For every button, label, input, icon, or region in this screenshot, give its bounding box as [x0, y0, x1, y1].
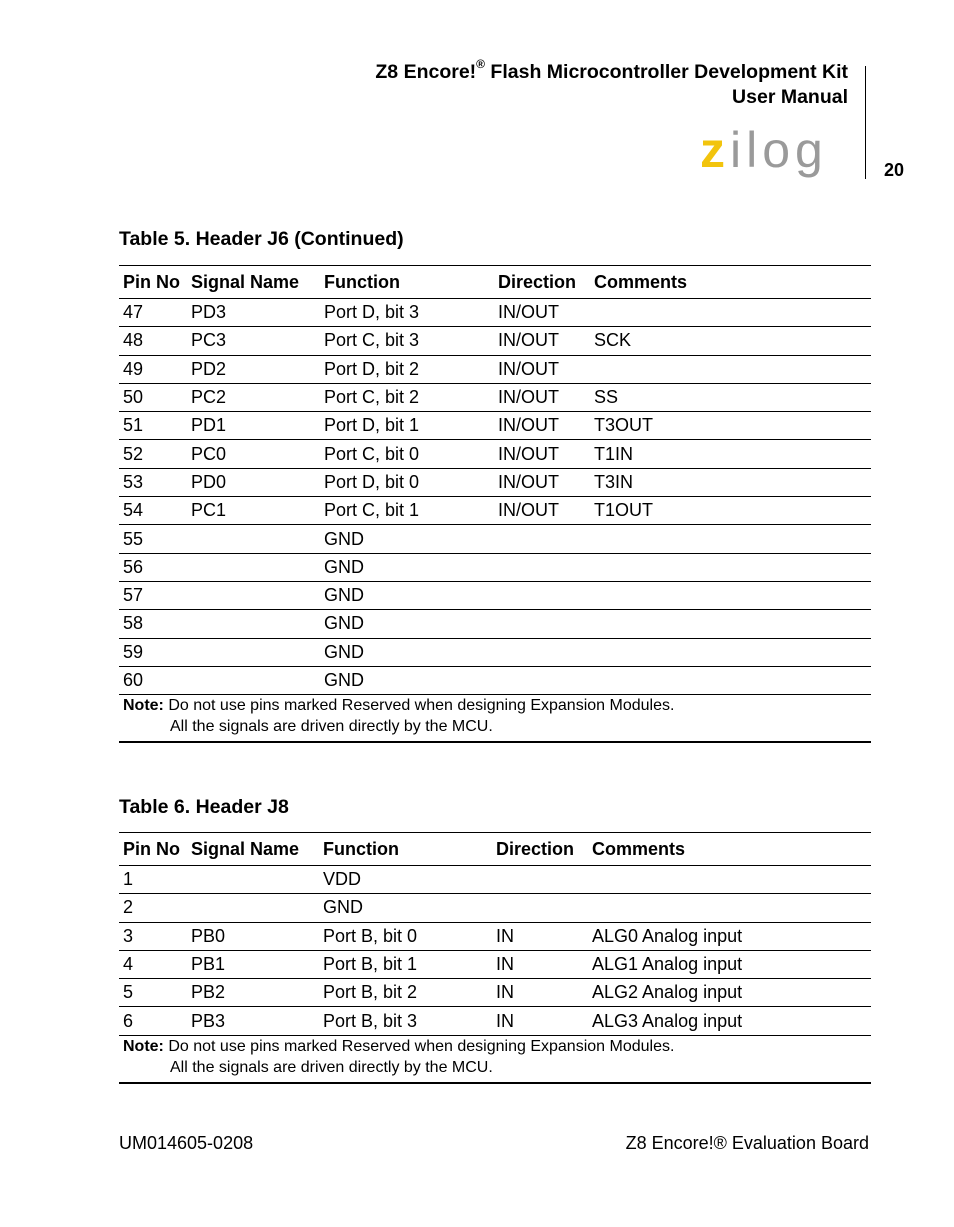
cell-comments: T3OUT — [590, 412, 871, 440]
cell-function: GND — [319, 894, 492, 922]
cell-function: Port B, bit 2 — [319, 979, 492, 1007]
cell-signal-name: PC2 — [187, 383, 320, 411]
zilog-logo — [700, 127, 850, 185]
cell-comments — [588, 866, 871, 894]
cell-direction: IN — [492, 979, 588, 1007]
cell-function: GND — [320, 638, 494, 666]
cell-direction: IN/OUT — [494, 497, 590, 525]
cell-direction — [494, 638, 590, 666]
cell-direction — [494, 581, 590, 609]
cell-pin-no: 55 — [119, 525, 187, 553]
note-text-line2: All the signals are driven directly by the MCU. — [170, 718, 493, 736]
cell-comments — [590, 638, 871, 666]
cell-function: Port D, bit 1 — [320, 412, 494, 440]
cell-signal-name — [187, 610, 320, 638]
cell-direction: IN/OUT — [494, 327, 590, 355]
cell-signal-name: PB2 — [187, 979, 319, 1007]
cell-function: Port C, bit 0 — [320, 440, 494, 468]
footer-doc-number: UM014605-0208 — [119, 1133, 254, 1153]
cell-direction: IN/OUT — [494, 440, 590, 468]
note-label: Note: — [123, 697, 164, 715]
cell-direction — [494, 666, 590, 694]
cell-function: Port C, bit 2 — [320, 383, 494, 411]
table5-header-direction: Direction — [494, 266, 590, 299]
cell-signal-name — [187, 894, 319, 922]
cell-direction — [494, 610, 590, 638]
header-divider — [865, 66, 866, 179]
cell-comments — [590, 610, 871, 638]
cell-pin-no: 6 — [119, 1007, 187, 1035]
cell-comments: SCK — [590, 327, 871, 355]
cell-pin-no: 56 — [119, 553, 187, 581]
table6-header-signal-name: Signal Name — [187, 833, 319, 866]
registered-mark: ® — [476, 56, 486, 71]
cell-signal-name: PB3 — [187, 1007, 319, 1035]
cell-pin-no: 2 — [119, 894, 187, 922]
table-row — [119, 581, 871, 609]
table-row — [119, 440, 871, 468]
cell-comments — [590, 525, 871, 553]
cell-comments — [588, 894, 871, 922]
table-row — [119, 468, 871, 496]
cell-direction: IN — [492, 922, 588, 950]
footer-product: Z8 Encore!® Evaluation Board — [625, 1133, 869, 1153]
table5-header-signal-name: Signal Name — [187, 266, 320, 299]
table-row — [119, 553, 871, 581]
cell-signal-name — [187, 581, 320, 609]
table-row — [119, 497, 871, 525]
cell-pin-no: 54 — [119, 497, 187, 525]
cell-function: Port C, bit 3 — [320, 327, 494, 355]
table-row — [119, 666, 871, 694]
cell-comments: T1IN — [590, 440, 871, 468]
cell-function: Port B, bit 1 — [319, 950, 492, 978]
note-text: Do not use pins marked Reserved when designing Expansion Modules. — [163, 1037, 675, 1055]
table6-header-row — [119, 833, 871, 866]
cell-pin-no: 59 — [119, 638, 187, 666]
cell-comments — [590, 553, 871, 581]
cell-direction: IN/OUT — [494, 412, 590, 440]
cell-function: Port D, bit 3 — [320, 299, 494, 327]
cell-direction: IN/OUT — [494, 355, 590, 383]
cell-direction — [494, 525, 590, 553]
cell-direction: IN/OUT — [494, 299, 590, 327]
cell-comments: SS — [590, 383, 871, 411]
table5 — [119, 265, 871, 743]
cell-function: Port D, bit 2 — [320, 355, 494, 383]
cell-signal-name — [187, 525, 320, 553]
cell-function: Port B, bit 3 — [319, 1007, 492, 1035]
cell-signal-name: PB1 — [187, 950, 319, 978]
table-row — [119, 866, 871, 894]
cell-comments: ALG0 Analog input — [588, 922, 871, 950]
cell-pin-no: 47 — [119, 299, 187, 327]
cell-signal-name: PD2 — [187, 355, 320, 383]
cell-direction — [492, 866, 588, 894]
table-row — [119, 327, 871, 355]
cell-pin-no: 58 — [119, 610, 187, 638]
table-note — [119, 695, 871, 743]
page-number: 20 — [884, 160, 905, 180]
cell-pin-no: 5 — [119, 979, 187, 1007]
cell-function: GND — [320, 666, 494, 694]
cell-function: Port C, bit 1 — [320, 497, 494, 525]
title-prefix: Z8 Encore! — [375, 61, 477, 83]
cell-direction — [494, 553, 590, 581]
table6-header-function: Function — [319, 833, 492, 866]
cell-comments: ALG3 Analog input — [588, 1007, 871, 1035]
cell-pin-no: 52 — [119, 440, 187, 468]
table-row — [119, 979, 871, 1007]
document-title — [375, 56, 848, 110]
table-row — [119, 299, 871, 327]
table6 — [119, 832, 871, 1084]
table-note-row — [119, 695, 871, 743]
table-row — [119, 355, 871, 383]
cell-pin-no: 57 — [119, 581, 187, 609]
cell-pin-no: 3 — [119, 922, 187, 950]
table6-header-pin-no: Pin No — [119, 833, 187, 866]
cell-direction: IN/OUT — [494, 383, 590, 411]
cell-signal-name: PB0 — [187, 922, 319, 950]
cell-comments: ALG2 Analog input — [588, 979, 871, 1007]
cell-signal-name — [187, 866, 319, 894]
note-text-line2: All the signals are driven directly by the MCU. — [170, 1058, 493, 1076]
cell-comments: T1OUT — [590, 497, 871, 525]
cell-signal-name: PD0 — [187, 468, 320, 496]
cell-pin-no: 4 — [119, 950, 187, 978]
table-row — [119, 1007, 871, 1035]
cell-direction: IN — [492, 1007, 588, 1035]
table-row — [119, 610, 871, 638]
table-row — [119, 525, 871, 553]
table-row — [119, 638, 871, 666]
cell-signal-name: PD1 — [187, 412, 320, 440]
cell-comments — [590, 581, 871, 609]
cell-pin-no: 1 — [119, 866, 187, 894]
cell-function: Port B, bit 0 — [319, 922, 492, 950]
cell-function: GND — [320, 553, 494, 581]
table-note-row — [119, 1035, 871, 1083]
cell-signal-name: PC0 — [187, 440, 320, 468]
cell-signal-name: PC1 — [187, 497, 320, 525]
cell-comments — [590, 299, 871, 327]
cell-comments: ALG1 Analog input — [588, 950, 871, 978]
table-row — [119, 383, 871, 411]
cell-pin-no: 60 — [119, 666, 187, 694]
table5-caption: Table 5. Header J6 (Continued) — [119, 228, 404, 250]
cell-comments — [590, 355, 871, 383]
table-row — [119, 950, 871, 978]
table6-header-comments: Comments — [588, 833, 871, 866]
document-subtitle: User Manual — [732, 86, 848, 108]
table-note — [119, 1035, 871, 1083]
table-row — [119, 922, 871, 950]
cell-signal-name — [187, 553, 320, 581]
table6-header-direction: Direction — [492, 833, 588, 866]
cell-comments — [590, 666, 871, 694]
cell-direction — [492, 894, 588, 922]
svg-text:zilog: zilog — [700, 127, 828, 178]
cell-pin-no: 48 — [119, 327, 187, 355]
table5-header-comments: Comments — [590, 266, 871, 299]
cell-signal-name: PD3 — [187, 299, 320, 327]
title-suffix: Flash Microcontroller Development Kit — [485, 61, 848, 83]
cell-direction: IN — [492, 950, 588, 978]
table6-caption: Table 6. Header J8 — [119, 796, 289, 818]
cell-signal-name: PC3 — [187, 327, 320, 355]
cell-function: VDD — [319, 866, 492, 894]
note-text: Do not use pins marked Reserved when designing Expansion Modules. — [163, 697, 675, 715]
cell-signal-name — [187, 666, 320, 694]
cell-function: Port D, bit 0 — [320, 468, 494, 496]
cell-function: GND — [320, 581, 494, 609]
table-row — [119, 894, 871, 922]
cell-comments: T3IN — [590, 468, 871, 496]
cell-pin-no: 49 — [119, 355, 187, 383]
table5-header-row — [119, 266, 871, 299]
cell-function: GND — [320, 525, 494, 553]
note-label: Note: — [123, 1037, 164, 1055]
cell-pin-no: 50 — [119, 383, 187, 411]
table5-header-function: Function — [320, 266, 494, 299]
cell-signal-name — [187, 638, 320, 666]
cell-pin-no: 53 — [119, 468, 187, 496]
table5-header-pin-no: Pin No — [119, 266, 187, 299]
table-row — [119, 412, 871, 440]
cell-function: GND — [320, 610, 494, 638]
cell-pin-no: 51 — [119, 412, 187, 440]
cell-direction: IN/OUT — [494, 468, 590, 496]
